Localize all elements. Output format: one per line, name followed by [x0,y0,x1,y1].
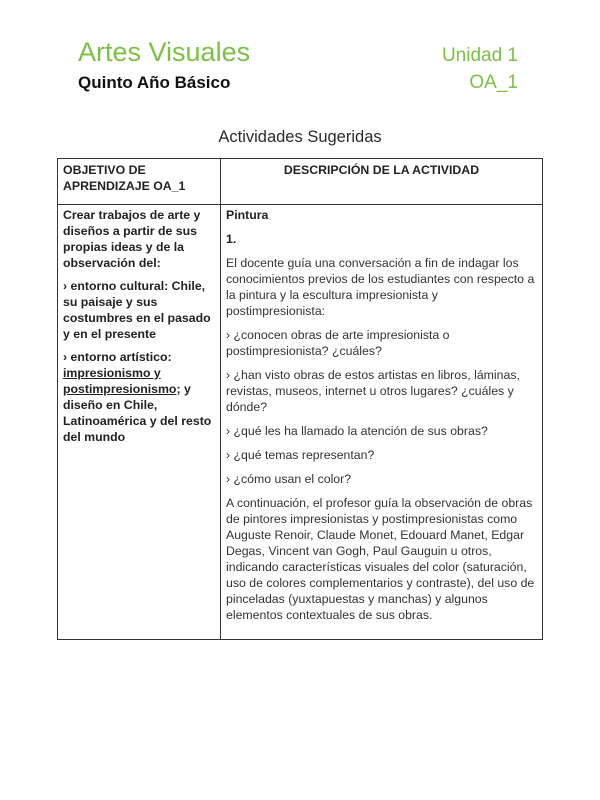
activity-question: › ¿qué temas representan? [226,448,375,462]
activity-question: › ¿conocen obras de arte impresionista o postimpresionista? ¿cuáles? [226,328,450,358]
header-row-bottom [78,72,518,94]
objective-item-artistic-suffix: ; y diseño en Chile, Latinoamérica y del resto del mundo [63,382,212,444]
objective-item-artistic-prefix: › entorno artístico: [63,350,172,364]
header-row-top [78,36,518,72]
table-row [58,205,543,640]
activity-intro: El docente guía una conversación a fin de indagar los conocimientos previos de los estudiantes con respecto a la pintura y la escultura impresionista y postimpresionista: [226,256,535,318]
activity-closing: A continuación, el profesor guía la observación de obras de pintores impresionistas y postimpresionistas como Auguste Renoir, Claude Monet, Edouard Manet, Edgar Degas, Vincent van Gogh, Paul Gauguin u otros, indicando características visuales del color (saturación, uso de colores complementarios y contraste), del uso de pinceladas (yuxtapuestas y manchas) y algunos elementos contextuales de sus obras. [226,496,535,622]
header-cell-objective: OBJETIVO DE APRENDIZAJE OA_1 [58,159,221,205]
header-cell-description: DESCRIPCIÓN DE LA ACTIVIDAD [221,159,543,205]
table-header-row [58,159,543,205]
activity-question: › ¿qué les ha llamado la atención de sus obras? [226,424,488,438]
activity-question: › ¿cómo usan el color? [226,472,352,486]
grade-subtitle: Quinto Año Básico [78,73,231,92]
objective-cell [58,205,221,640]
document-title: Artes Visuales [78,37,251,67]
objective-item-artistic [63,349,216,445]
unit-label: Unidad 1 [441,45,518,66]
activities-table [57,158,543,640]
activity-cell [221,205,543,640]
oa-label: OA_1 [469,72,518,93]
objective-item-cultural: › entorno cultural: Chile, su paisaje y sus costumbres en el pasado y en el presente [63,279,211,341]
activity-question: › ¿han visto obras de estos artistas en libros, láminas, revistas, museos, internet u otros lugares? ¿cuáles y dónde? [226,368,520,414]
header [78,36,518,94]
activity-number: 1. [226,232,237,246]
impresionismo-link[interactable]: impresionismo y postimpresionismo [63,366,177,396]
activity-heading: Pintura [226,208,269,222]
objective-intro: Crear trabajos de arte y diseños a partir de sus propias ideas y de la observación del: [63,208,201,270]
section-title: Actividades Sugeridas [218,128,382,146]
